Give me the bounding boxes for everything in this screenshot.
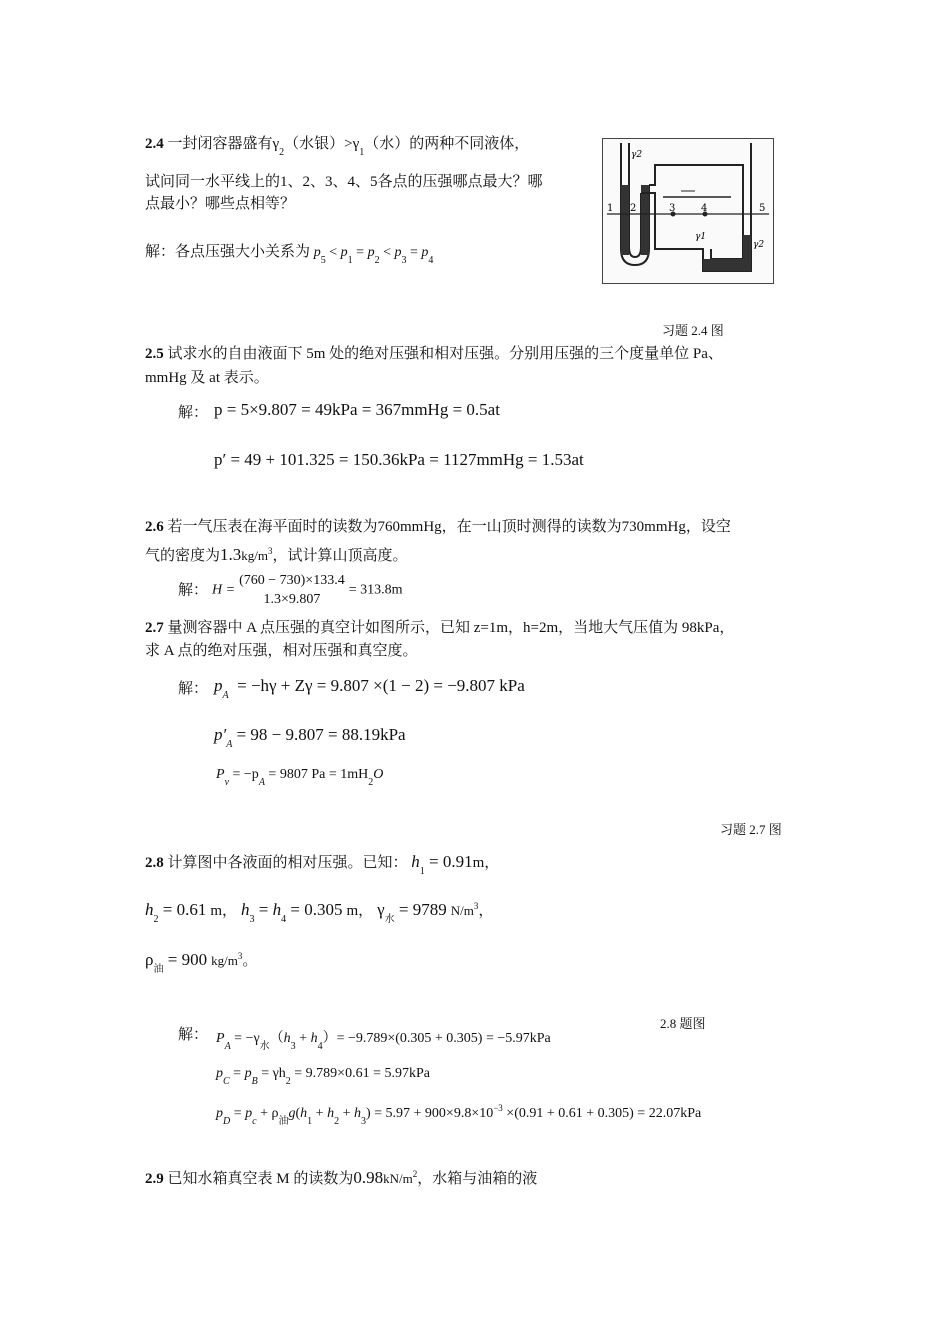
problem-2-5-eq1: p = 5×9.807 = 49kPa = 367mmHg = 0.5at — [214, 400, 500, 419]
figure-2-7-caption: 习题 2.7 图 — [720, 822, 782, 837]
problem-2-5-line1: 2.5 试求水的自由液面下 5m 处的绝对压强和相对压强。分别用压强的三个度量单位 Pa、 — [145, 346, 723, 362]
fig-label-1: 1 — [607, 203, 614, 214]
problem-2-8-line2: $h_2 = 0.61$ m， $h_3 = h_4 = 0.305$ m， $\gamma_水 = 9789$ $N/m^3$， — [145, 900, 494, 925]
problem-2-8-line1: 2.8 计算图中各液面的相对压强。已知： $h_1 = 0.91m$， — [145, 852, 500, 877]
problem-2-4-line3: 点最小？哪些点相等？ — [145, 196, 296, 212]
problem-number: 2.8 — [145, 855, 164, 871]
problem-2-7-line2: 求 A 点的绝对压强，相对压强和真空度。 — [145, 643, 418, 659]
problem-2-8-eqCB: $p_C = p_B = \gamma h_2 = 9.789\times 0.61 = 5.97kPa$ — [216, 1066, 430, 1087]
problem-2-7-sol-label: 解： — [178, 681, 209, 697]
problem-2-8-eqA: $P_A = -\gamma_水(h_3 + h_4)= -9.789\times(0.305 + 0.305) = -5.97kPa$ — [216, 1031, 551, 1052]
problem-number: 2.4 — [145, 136, 164, 152]
problem-2-7-eq2: $p'_A = 98 - 9.807 = 88.19kPa$ — [214, 725, 406, 750]
problem-number: 2.7 — [145, 620, 164, 636]
problem-2-7-line1: 2.7 量测容器中 A 点压强的真空计如图所示，已知 z=1m，h=2m，当地大气压值为 98kPa， — [145, 620, 735, 636]
problem-number: 2.6 — [145, 519, 164, 535]
fig-label-4: 4 — [701, 203, 708, 214]
problem-2-5-sol-label: 解： — [178, 405, 209, 421]
problem-number: 2.5 — [145, 346, 164, 362]
problem-2-7-eq3: $P_v = -p_A = 9807$ $Pa = 1mH_2O$ — [216, 767, 384, 788]
height-fraction: $\frac{(760 - 730)\times 133.4}{1.3\times 9.807}$ — [239, 573, 345, 607]
problem-2-4-solution: 解：各点压强大小关系为 $p_5 < p_1 = p_2 < p_3 = p_4$ — [145, 244, 434, 266]
fig-label-2: 2 — [630, 203, 637, 214]
container-diagram — [603, 139, 773, 283]
problem-2-6-line1: 2.6 若一气压表在海平面时的读数为760mmHg，在一山顶时测得的读数为730mmHg，设空 — [145, 519, 731, 535]
problem-2-5-line2: mmHg 及 at 表示。 — [145, 370, 269, 386]
problem-number: 2.9 — [145, 1171, 164, 1187]
figure-2-8-caption: 2.8 题图 — [660, 1016, 706, 1031]
fig-label-gamma2-top: γ2 — [631, 150, 643, 160]
problem-2-4-line2: 试问同一水平线上的1、2、3、4、5各点的压强哪点最大？哪 — [145, 174, 543, 190]
figure-2-4 — [602, 138, 774, 284]
figure-2-4-caption: 习题 2.4 图 — [662, 323, 724, 338]
fig-label-3: 3 — [669, 203, 676, 214]
fig-label-gamma1: γ1 — [695, 232, 707, 242]
problem-2-8-sol-label: 解： — [178, 1027, 209, 1043]
problem-2-5-eq2: p′ = 49 + 101.325 = 150.36kPa = 1127mmHg = 1.53at — [214, 450, 584, 469]
problem-2-4-line1: 2.4 一封闭容器盛有$\gamma_2$（水银）$>\gamma_1$（水）的两种不同液体， — [145, 136, 530, 158]
problem-2-9-line1: 2.9 已知水箱真空表 M 的读数为$0.98kN/m^2$，水箱与油箱的液 — [145, 1168, 538, 1187]
fig-label-5: 5 — [759, 203, 766, 214]
problem-2-7-eq1: $p_A = -h\gamma + Z\gamma = 9.807 \times(1 - 2) = -9.807$ kPa — [214, 676, 525, 701]
problem-2-6-solution: 解： H = $\frac{(760 - 730)\times 133.4}{1.3\times 9.807}$ = 313.8m — [178, 573, 403, 607]
problem-2-8-line3: $\rho_油 = 900$ $kg/m^3$。 — [145, 950, 258, 975]
problem-2-8-eqD: $p_D = p_c + \rho_油g(h_1 + h_2 + h_3) = 5.97 + 900\times 9.8\times 10^{-3} \times(0.91 + 0.61 + 0.305) = 22.07kPa$ — [216, 1103, 702, 1127]
problem-2-6-line2: 气的密度为$1.3kg/m^3$，试计算山顶高度。 — [145, 545, 408, 564]
fig-label-gamma2-right: γ2 — [753, 240, 765, 250]
